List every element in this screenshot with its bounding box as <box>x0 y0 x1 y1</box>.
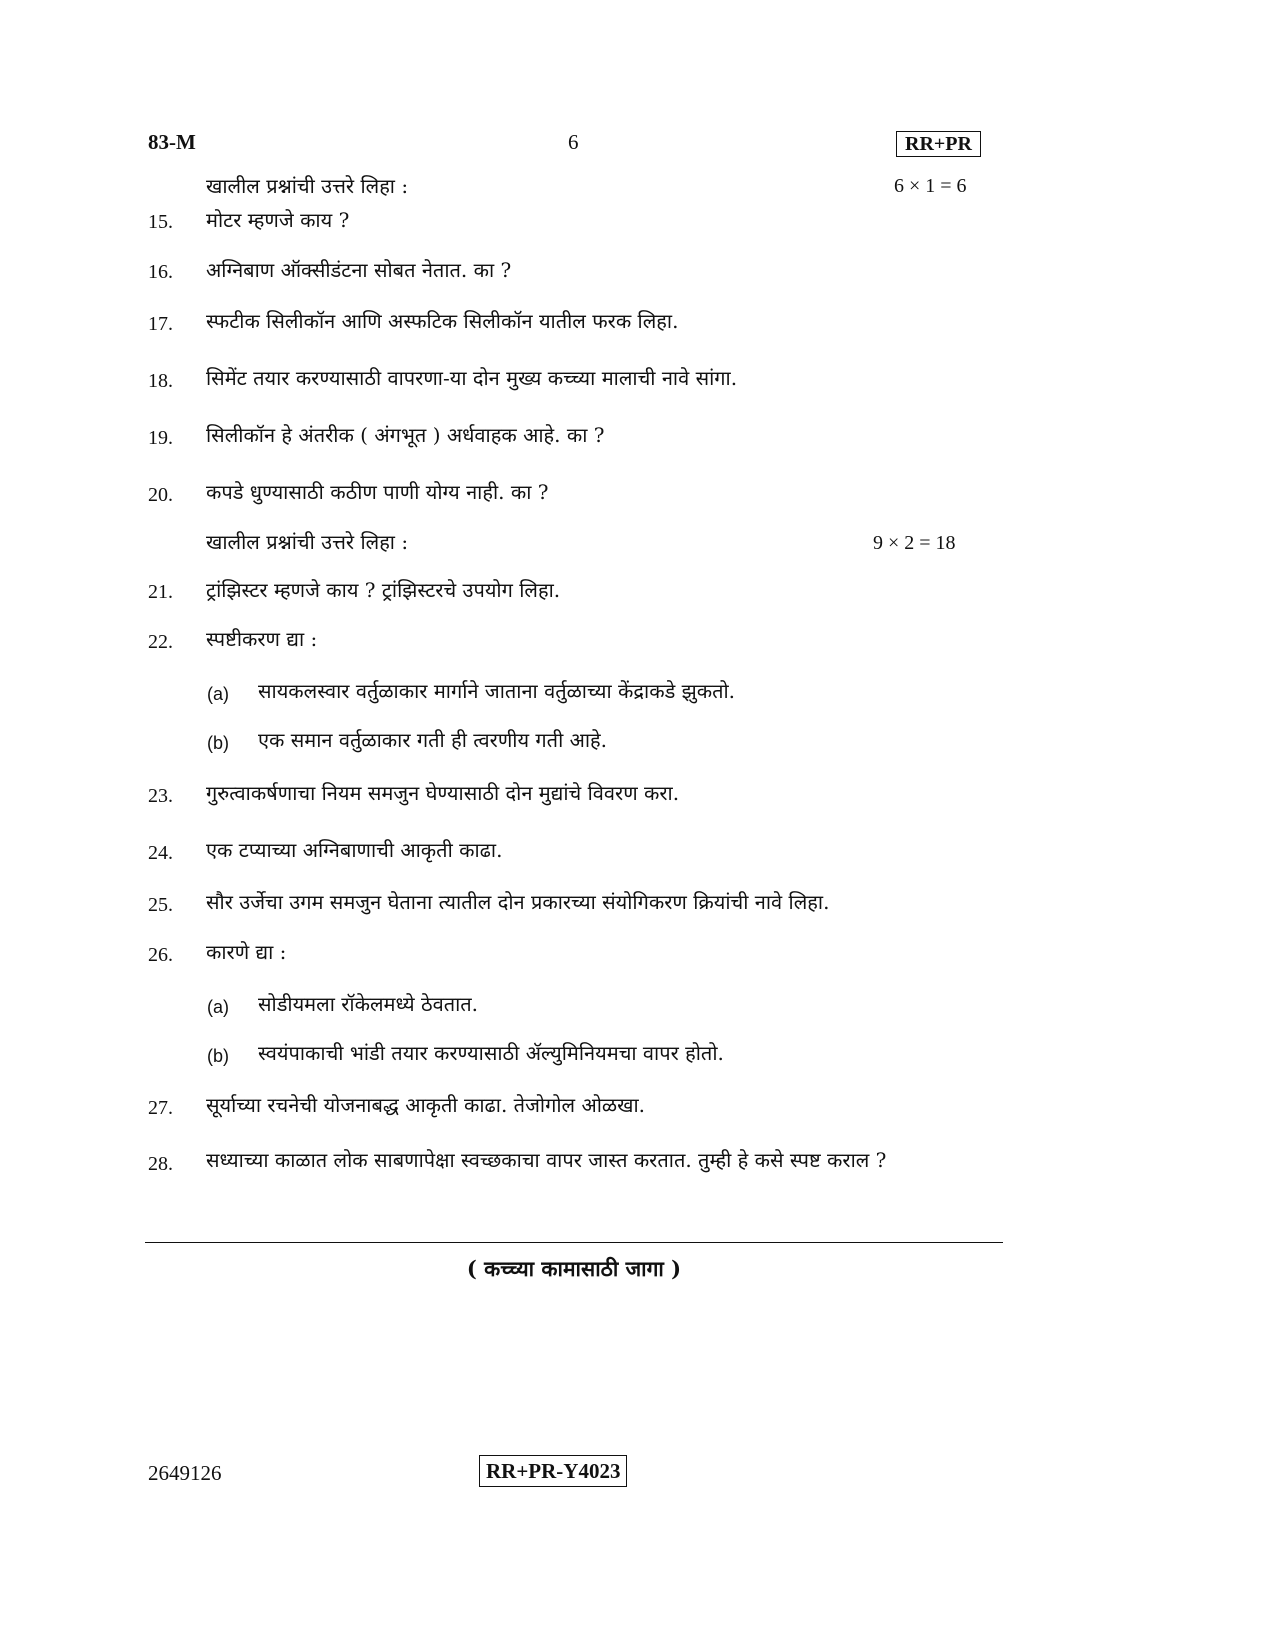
question-text: मोटर म्हणजे काय ? <box>206 208 350 232</box>
question-number: 26. <box>148 944 173 966</box>
section2-marks: 9 × 2 = 18 <box>873 532 956 554</box>
subpart-label: (b) <box>207 733 229 753</box>
subpart-text: सायकलस्वार वर्तुळाकार मार्गाने जाताना वर्तुळाच्या केंद्राकडे झुकतो. <box>258 679 736 703</box>
divider <box>145 1242 1003 1243</box>
subpart-label: (a) <box>207 997 229 1017</box>
paper-code: 83-M <box>148 130 196 154</box>
rough-work-heading: ( कच्च्या कामासाठी जागा ) <box>466 1256 682 1281</box>
question-text: गुरुत्वाकर्षणाचा नियम समजुन घेण्यासाठी दोन मुद्यांचे विवरण करा. <box>206 781 680 805</box>
question-number: 28. <box>148 1153 173 1175</box>
section2-instruction: खालील प्रश्नांची उत्तरे लिहा : <box>206 530 409 554</box>
footer-series-box: RR+PR-Y4023 <box>479 1455 627 1487</box>
section1-marks: 6 × 1 = 6 <box>894 175 967 197</box>
question-number: 21. <box>148 581 173 603</box>
question-text: सिलीकॉन हे अंतरीक ( अंगभूत ) अर्धवाहक आहे. का ? <box>206 423 605 447</box>
question-text: एक टप्याच्या अग्निबाणाची आकृती काढा. <box>206 838 503 862</box>
question-number: 17. <box>148 313 173 335</box>
footer-code: 2649126 <box>148 1461 222 1485</box>
question-text: सौर उर्जेचा उगम समजुन घेताना त्यातील दोन प्रकारच्या संयोगिकरण क्रियांची नावे लिहा. <box>206 890 830 914</box>
question-text: स्पष्टीकरण द्या : <box>206 627 318 651</box>
question-number: 23. <box>148 785 173 807</box>
question-text: सध्याच्या काळात लोक साबणापेक्षा स्वच्छकाचा वापर जास्त करतात. तुम्ही हे कसे स्पष्ट कराल ? <box>206 1148 887 1172</box>
question-text: सिमेंट तयार करण्यासाठी वापरणा-या दोन मुख्य कच्च्या मालाची नावे सांगा. <box>206 366 738 390</box>
question-text: स्फटीक सिलीकॉन आणि अस्फटिक सिलीकॉन यातील फरक लिहा. <box>206 309 679 333</box>
question-number: 20. <box>148 484 173 506</box>
question-number: 25. <box>148 894 173 916</box>
question-number: 19. <box>148 427 173 449</box>
question-number: 15. <box>148 211 173 233</box>
page-number: 6 <box>568 130 579 154</box>
series-box: RR+PR <box>896 131 981 157</box>
question-text: अग्निबाण ऑक्सीडंटना सोबत नेतात. का ? <box>206 258 512 282</box>
question-text: ट्रांझिस्टर म्हणजे काय ? ट्रांझिस्टरचे उपयोग लिहा. <box>206 578 561 602</box>
question-text: कारणे द्या : <box>206 940 287 964</box>
subpart-label: (a) <box>207 684 229 704</box>
question-number: 24. <box>148 842 173 864</box>
subpart-text: एक समान वर्तुळाकार गती ही त्वरणीय गती आहे. <box>258 728 608 752</box>
subpart-label: (b) <box>207 1046 229 1066</box>
question-number: 22. <box>148 631 173 653</box>
question-text: कपडे धुण्यासाठी कठीण पाणी योग्य नाही. का ? <box>206 480 549 504</box>
question-number: 18. <box>148 370 173 392</box>
subpart-text: स्वयंपाकाची भांडी तयार करण्यासाठी ॲल्युमिनियमचा वापर होतो. <box>258 1041 724 1065</box>
question-text: सूर्याच्या रचनेची योजनाबद्ध आकृती काढा. तेजोगोल ओळखा. <box>206 1093 645 1117</box>
subpart-text: सोडीयमला रॉकेलमध्ये ठेवतात. <box>258 992 479 1016</box>
section1-instruction: खालील प्रश्नांची उत्तरे लिहा : <box>206 174 409 198</box>
question-number: 16. <box>148 261 173 283</box>
question-number: 27. <box>148 1097 173 1119</box>
